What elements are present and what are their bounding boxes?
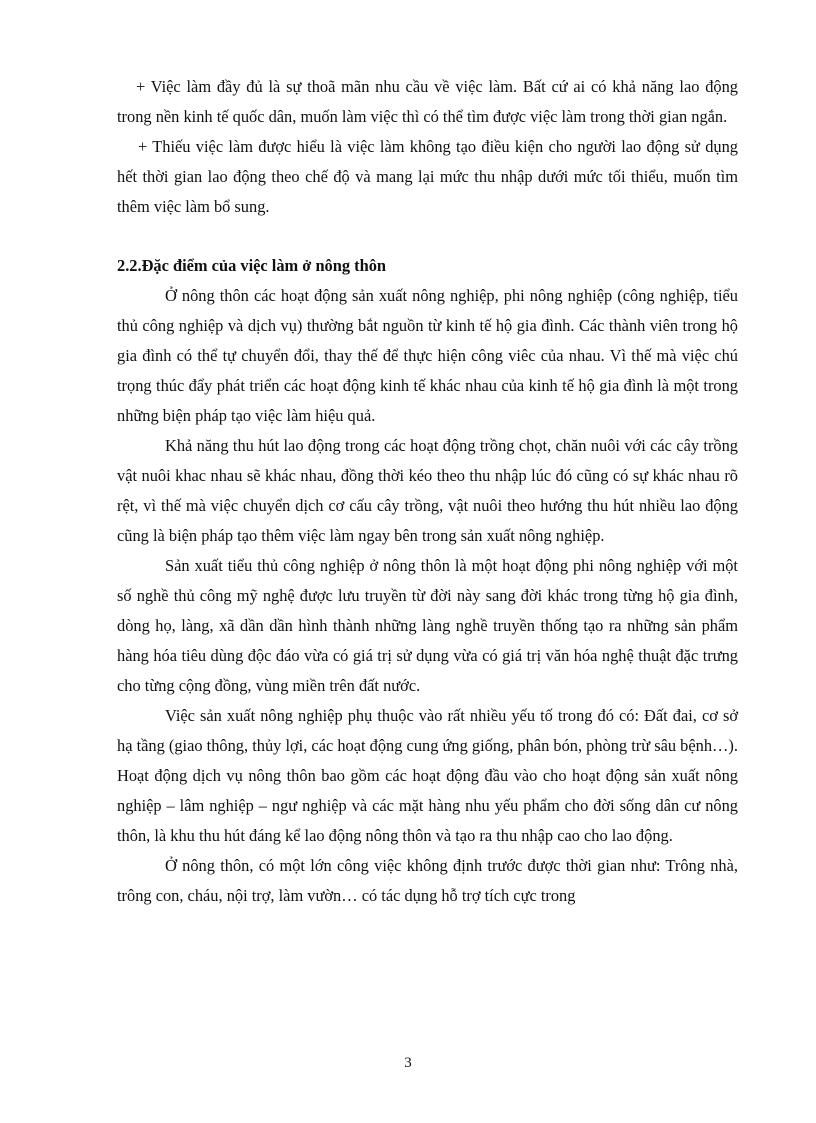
bullet-underemployment: + Thiếu việc làm được hiểu là việc làm không tạo điều kiện cho người lao động sử dụng hết thời gian lao động theo chế độ và mang lại mức thu nhập dưới mức tối thiểu, muốn tìm thêm việc làm bổ sung. (117, 137, 738, 216)
section-heading: 2.2.Đặc điểm của việc làm ở nông thôn (117, 256, 387, 275)
bullet-full-employment: + Việc làm đầy đủ là sự thoã mãn nhu cầu về việc làm. Bất cứ ai có khả năng lao động trong nền kinh tế quốc dân, muốn làm việc thì có thể tìm được việc làm trong thời gian ngắn. (117, 77, 738, 126)
paragraph-household-economy: Ở nông thôn các hoạt động sản xuất nông nghiệp, phi nông nghiệp (công nghiệp, tiểu thủ công nghiệp và dịch vụ) thường bắt nguồn từ kinh tế hộ gia đình. Các thành viên trong hộ gia đình có thể tự chuyển đổi, thay thế để thực hiện công viêc của nhau. Vì thế mà việc chú trọng thúc đẩy phát triển các hoạt động kinh tế khác nhau của kinh tế hộ gia đình là một trong những biện pháp tạo việc làm hiệu quả. (117, 286, 738, 425)
page-number: 3 (404, 1055, 412, 1071)
paragraph-agriculture-factors: Việc sản xuất nông nghiệp phụ thuộc vào rất nhiều yếu tố trong đó có: Đất đai, cơ sở hạ tầng (giao thông, thủy lợi, các hoạt động cung ứng giống, phân bón, phòng trừ sâu bệnh…). Hoạt động dịch vụ nông thôn bao gồm các hoạt động đầu vào cho hoạt động sản xuất nông nghiệp – lâm nghiệp – ngư nghiệp và các mặt hàng nhu yếu phẩm cho đời sống dân cư nông thôn, là khu thu hút đáng kể lao động nông thôn và tạo ra thu nhập cao cho lao động. (117, 706, 738, 845)
paragraph-crop-livestock: Khả năng thu hút lao động trong các hoạt động trồng chọt, chăn nuôi với các cây trồng vật nuôi khac nhau sẽ khác nhau, đồng thời kéo theo thu nhập lúc đó cũng có sự khác nhau rõ rệt, vì thế mà việc chuyển dịch cơ cấu cây trồng, vật nuôi theo hướng thu hút nhiều lao động cũng là biện pháp tạo thêm việc làm ngay bên trong sản xuất nông nghiệp. (117, 436, 738, 545)
paragraph-handicrafts: Sản xuất tiểu thủ công nghiệp ở nông thôn là một hoạt động phi nông nghiệp với một số nghề thủ công mỹ nghệ được lưu truyền từ đời này sang đời khác trong từng hộ gia đình, dòng họ, làng, xã dần dần hình thành những làng nghề truyền thống tạo ra những sản phẩm hàng hóa tiêu dùng độc đáo vừa có giá trị sử dụng vừa có giá trị văn hóa nghệ thuật đặc trưng cho từng cộng đồng, vùng miền trên đất nước. (117, 556, 738, 695)
page-body (117, 72, 738, 911)
paragraph-unscheduled-work: Ở nông thôn, có một lớn công việc không định trước được thời gian như: Trông nhà, trông con, cháu, nội trợ, làm vườn… có tác dụng hỗ trợ tích cực trong (117, 856, 738, 905)
